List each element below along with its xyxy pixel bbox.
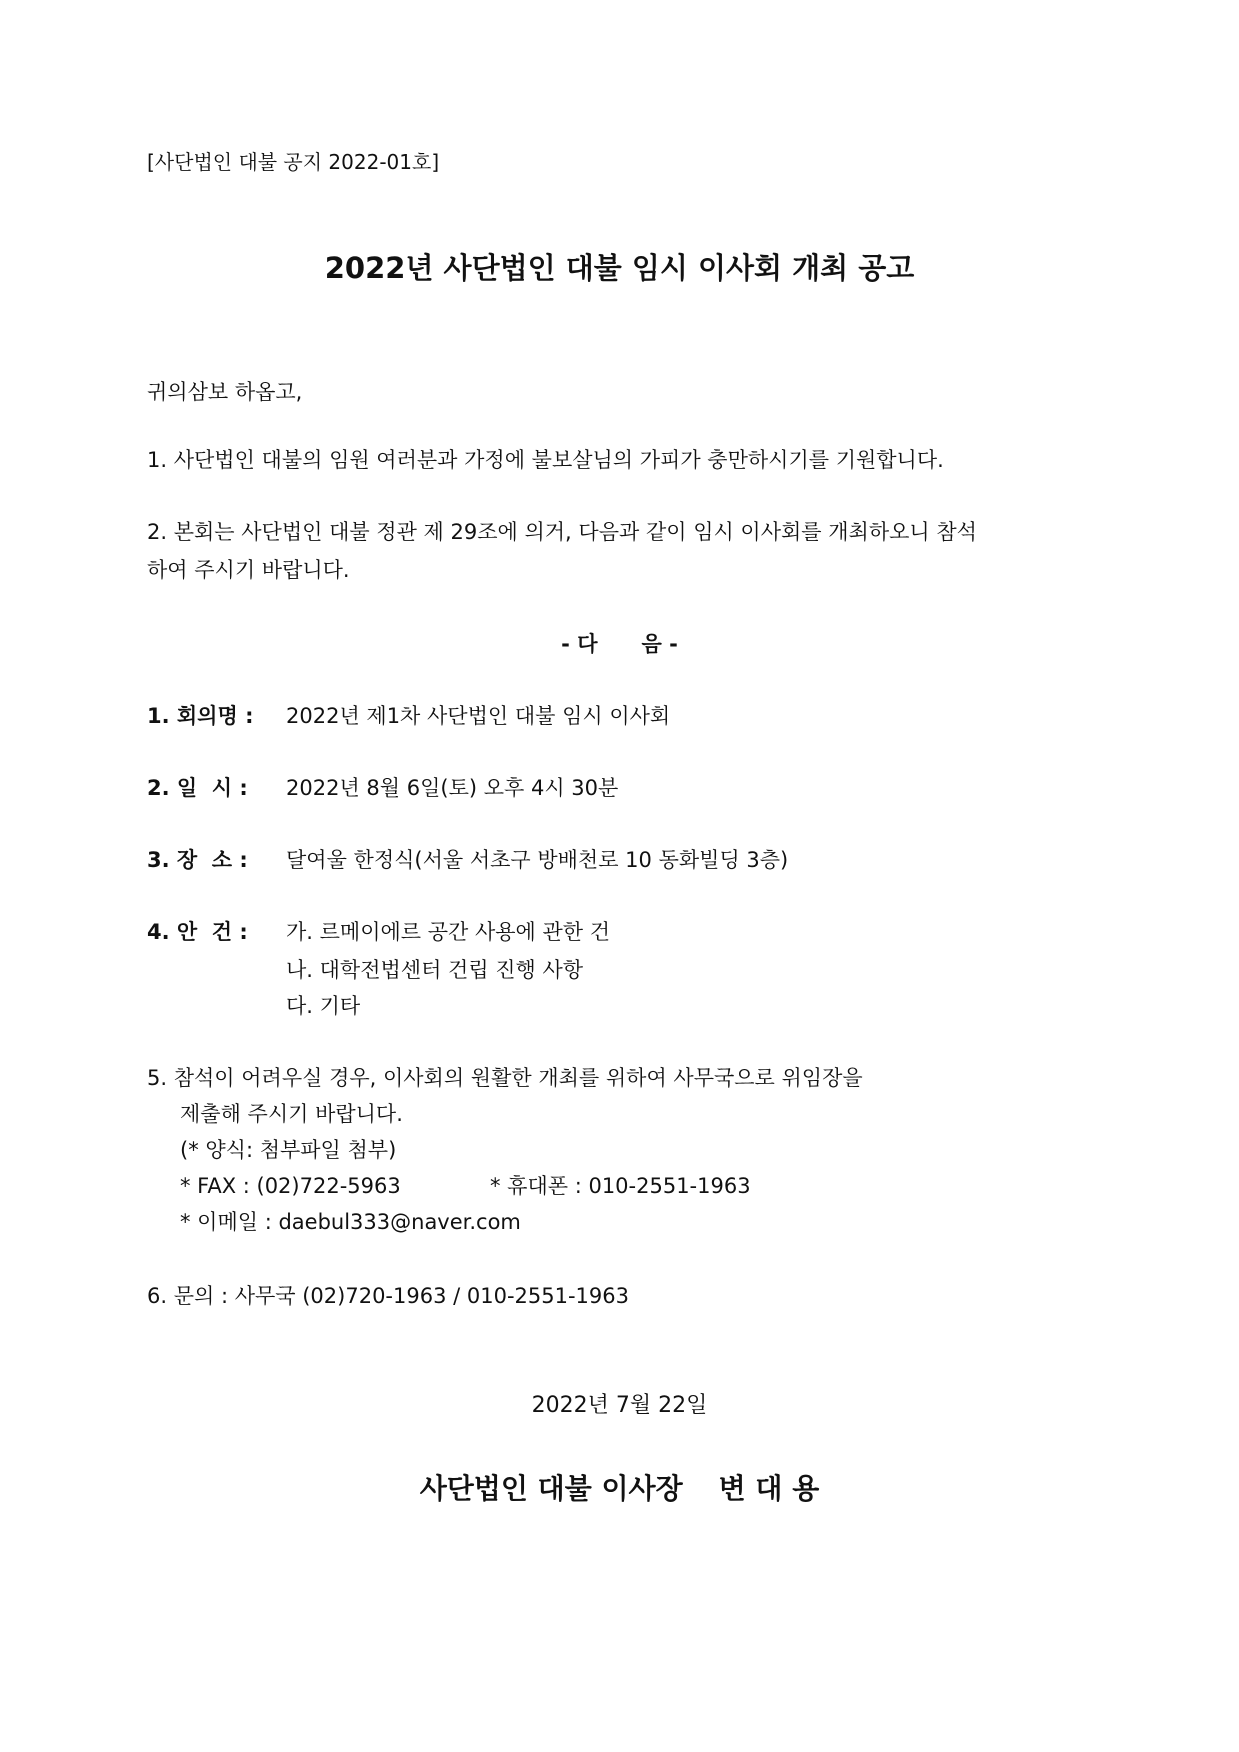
- agenda-label: 4. 안 건 :: [147, 920, 248, 944]
- proxy-form-note: (* 양식: 첨부파일 첨부): [180, 1138, 397, 1162]
- signature-line: [0, 1470, 1239, 1508]
- section-heading-dagum: [0, 630, 1239, 658]
- agenda-item-2: 나. 대학전법센터 건립 진행 사항: [286, 958, 584, 982]
- meeting-name-value: 2022년 제1차 사단법인 대불 임시 이사회: [286, 704, 671, 728]
- dagum-right: 음 -: [641, 632, 678, 656]
- paragraph-2-line-1: 2. 본회는 사단법인 대불 정관 제 29조에 의거, 다음과 같이 임시 이사회를 개최하오니 참석: [147, 520, 977, 544]
- agenda-item-1: 가. 르메이에르 공간 사용에 관한 건: [286, 920, 611, 944]
- datetime-label: 2. 일 시 :: [147, 776, 248, 800]
- signer-name: 변 대 용: [718, 1472, 820, 1505]
- proxy-line-2: 제출해 주시기 바랍니다.: [180, 1102, 403, 1126]
- inquiry-line: 6. 문의 : 사무국 (02)720-1963 / 010-2551-1963: [147, 1284, 630, 1308]
- proxy-fax: * FAX : (02)722-5963: [180, 1174, 401, 1198]
- issue-date: 2022년 7월 22일: [531, 1393, 708, 1418]
- meeting-name-label: 1. 회의명 :: [147, 704, 254, 728]
- proxy-line-1: 5. 참석이 어려우실 경우, 이사회의 원활한 개최를 위하여 사무국으로 위임장을: [147, 1066, 863, 1090]
- dagum-left: - 다: [561, 632, 598, 656]
- paragraph-2-line-2: 하여 주시기 바랍니다.: [147, 558, 350, 582]
- signer-title: 사단법인 대불 이사장: [419, 1472, 683, 1505]
- place-label: 3. 장 소 :: [147, 848, 248, 872]
- proxy-mobile: * 휴대폰 : 010-2551-1963: [490, 1174, 751, 1198]
- datetime-value: 2022년 8월 6일(토) 오후 4시 30분: [286, 776, 619, 800]
- paragraph-1: 1. 사단법인 대불의 임원 여러분과 가정에 불보살님의 가피가 충만하시기를 기원합니다.: [147, 448, 944, 472]
- notice-number: [사단법인 대불 공지 2022-01호]: [147, 150, 440, 174]
- document-title: 2022년 사단법인 대불 임시 이사회 개최 공고: [324, 251, 915, 285]
- greeting: 귀의삼보 하옵고,: [147, 380, 303, 404]
- agenda-item-3: 다. 기타: [286, 994, 361, 1018]
- proxy-email: * 이메일 : daebul333@naver.com: [180, 1210, 521, 1234]
- place-value: 달여울 한정식(서울 서초구 방배천로 10 동화빌딩 3층): [286, 848, 789, 872]
